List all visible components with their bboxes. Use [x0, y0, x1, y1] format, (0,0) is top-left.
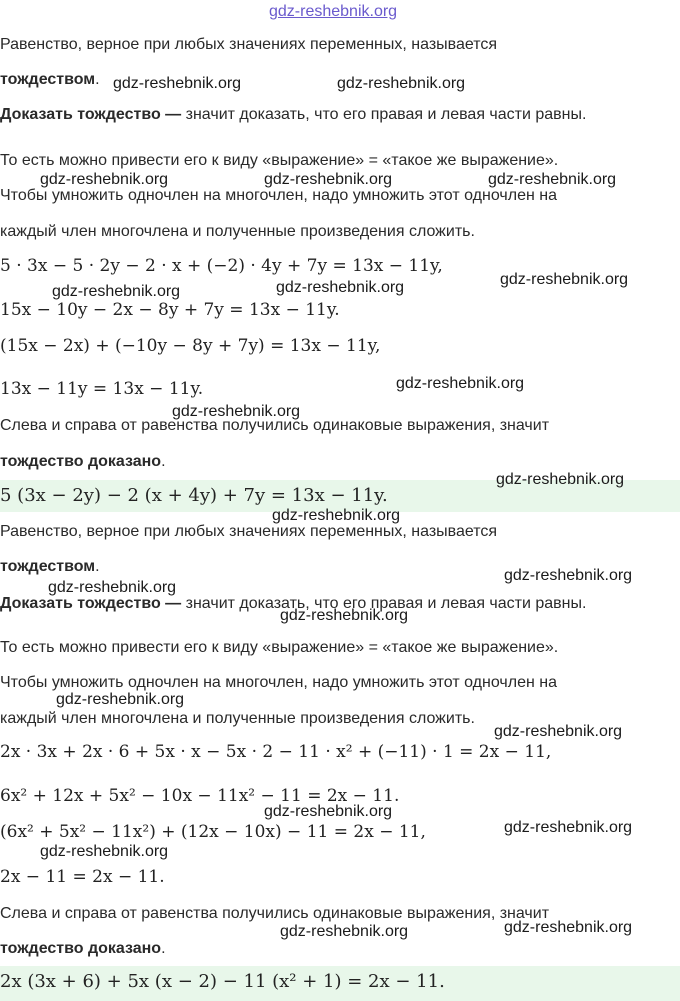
rule-line-1: Чтобы умножить одночлен на многочлен, надо умножить этот одночлен на: [0, 674, 557, 691]
prove-bold: Доказать тождество —: [0, 595, 182, 612]
watermark: gdz-reshebnik.org: [264, 171, 393, 188]
conclusion-end: .: [161, 940, 166, 957]
form-line: То есть можно привести его к виду «выражение» = «такое же выражение».: [0, 639, 559, 656]
conclusion-bold: тождество доказано: [0, 940, 162, 957]
term-end: .: [95, 558, 100, 575]
solution-step-3: (15x − 2x) + (−10y − 8y + 7y) = 13x − 11y,: [0, 336, 381, 356]
solution-step-2: 6x² + 12x + 5x² − 10x − 11x² − 11 = 2x − 11.: [0, 786, 400, 806]
watermark-top: gdz-reshebnik.org: [269, 3, 398, 20]
watermark: gdz-reshebnik.org: [500, 271, 629, 288]
watermark: gdz-reshebnik.org: [52, 283, 181, 300]
watermark: gdz-reshebnik.org: [113, 75, 242, 92]
rule-line-1: Чтобы умножить одночлен на многочлен, надо умножить этот одночлен на: [0, 187, 557, 204]
watermark: gdz-reshebnik.org: [40, 843, 169, 860]
watermark: gdz-reshebnik.org: [272, 507, 401, 524]
watermark: gdz-reshebnik.org: [280, 923, 409, 940]
solution-step-4: 2x − 11 = 2x − 11.: [0, 867, 165, 887]
term-bold: тождеством: [0, 71, 96, 88]
identity-expression: 2x (3x + 6) + 5x (x − 2) − 11 (x² + 1) = 2x − 11.: [0, 971, 445, 992]
watermark: gdz-reshebnik.org: [337, 75, 466, 92]
solution-step-2: 15x − 10y − 2x − 8y + 7y = 13x − 11y.: [0, 300, 340, 320]
watermark: gdz-reshebnik.org: [504, 919, 633, 936]
conclusion-result: [0, 452, 166, 472]
prove-rest: значит доказать, что его правая и левая части равны.: [181, 106, 587, 123]
watermark: gdz-reshebnik.org: [172, 403, 301, 420]
watermark: gdz-reshebnik.org: [496, 471, 625, 488]
definition-line: Равенство, верное при любых значениях переменных, называется: [0, 36, 498, 53]
prove-rest: значит доказать, что его правая и левая части равны.: [181, 595, 587, 612]
conclusion-line: Слева и справа от равенства получились одинаковые выражения, значит: [0, 417, 550, 434]
prove-definition: [0, 105, 586, 125]
conclusion-bold: тождество доказано: [0, 453, 162, 470]
watermark: gdz-reshebnik.org: [276, 279, 405, 296]
prove-bold: Доказать тождество —: [0, 106, 182, 123]
conclusion-line: Слева и справа от равенства получились одинаковые выражения, значит: [0, 905, 550, 922]
definition-term: [0, 70, 100, 90]
watermark: gdz-reshebnik.org: [280, 607, 409, 624]
watermark: gdz-reshebnik.org: [264, 803, 393, 820]
rule-line-2: каждый член многочлена и полученные произведения сложить.: [0, 710, 475, 727]
conclusion-result: [0, 939, 166, 959]
solution-step-1: 5 · 3x − 5 · 2y − 2 · x + (−2) · 4y + 7y = 13x − 11y,: [0, 256, 443, 276]
definition-line: Равенство, верное при любых значениях переменных, называется: [0, 523, 498, 540]
form-line: То есть можно привести его к виду «выражение» = «такое же выражение».: [0, 152, 559, 169]
rule-line-2: каждый член многочлена и полученные произведения сложить.: [0, 223, 475, 240]
conclusion-end: .: [161, 453, 166, 470]
solution-step-1: 2x · 3x + 2x · 6 + 5x · x − 5x · 2 − 11 · x² + (−11) · 1 = 2x − 11,: [0, 742, 552, 762]
identity-expression: 5 (3x − 2y) − 2 (x + 4y) + 7y = 13x − 11y.: [0, 485, 388, 506]
watermark: gdz-reshebnik.org: [40, 171, 169, 188]
watermark: gdz-reshebnik.org: [48, 579, 177, 596]
term-bold: тождеством: [0, 558, 96, 575]
watermark: gdz-reshebnik.org: [488, 171, 617, 188]
solution-step-4: 13x − 11y = 13x − 11y.: [0, 379, 204, 399]
watermark: gdz-reshebnik.org: [504, 567, 633, 584]
watermark: gdz-reshebnik.org: [56, 691, 185, 708]
definition-term: [0, 557, 100, 577]
term-end: .: [95, 71, 100, 88]
watermark: gdz-reshebnik.org: [494, 723, 623, 740]
watermark: gdz-reshebnik.org: [396, 375, 525, 392]
watermark: gdz-reshebnik.org: [504, 819, 633, 836]
solution-step-3: (6x² + 5x² − 11x²) + (12x − 10x) − 11 = 2x − 11,: [0, 822, 426, 842]
